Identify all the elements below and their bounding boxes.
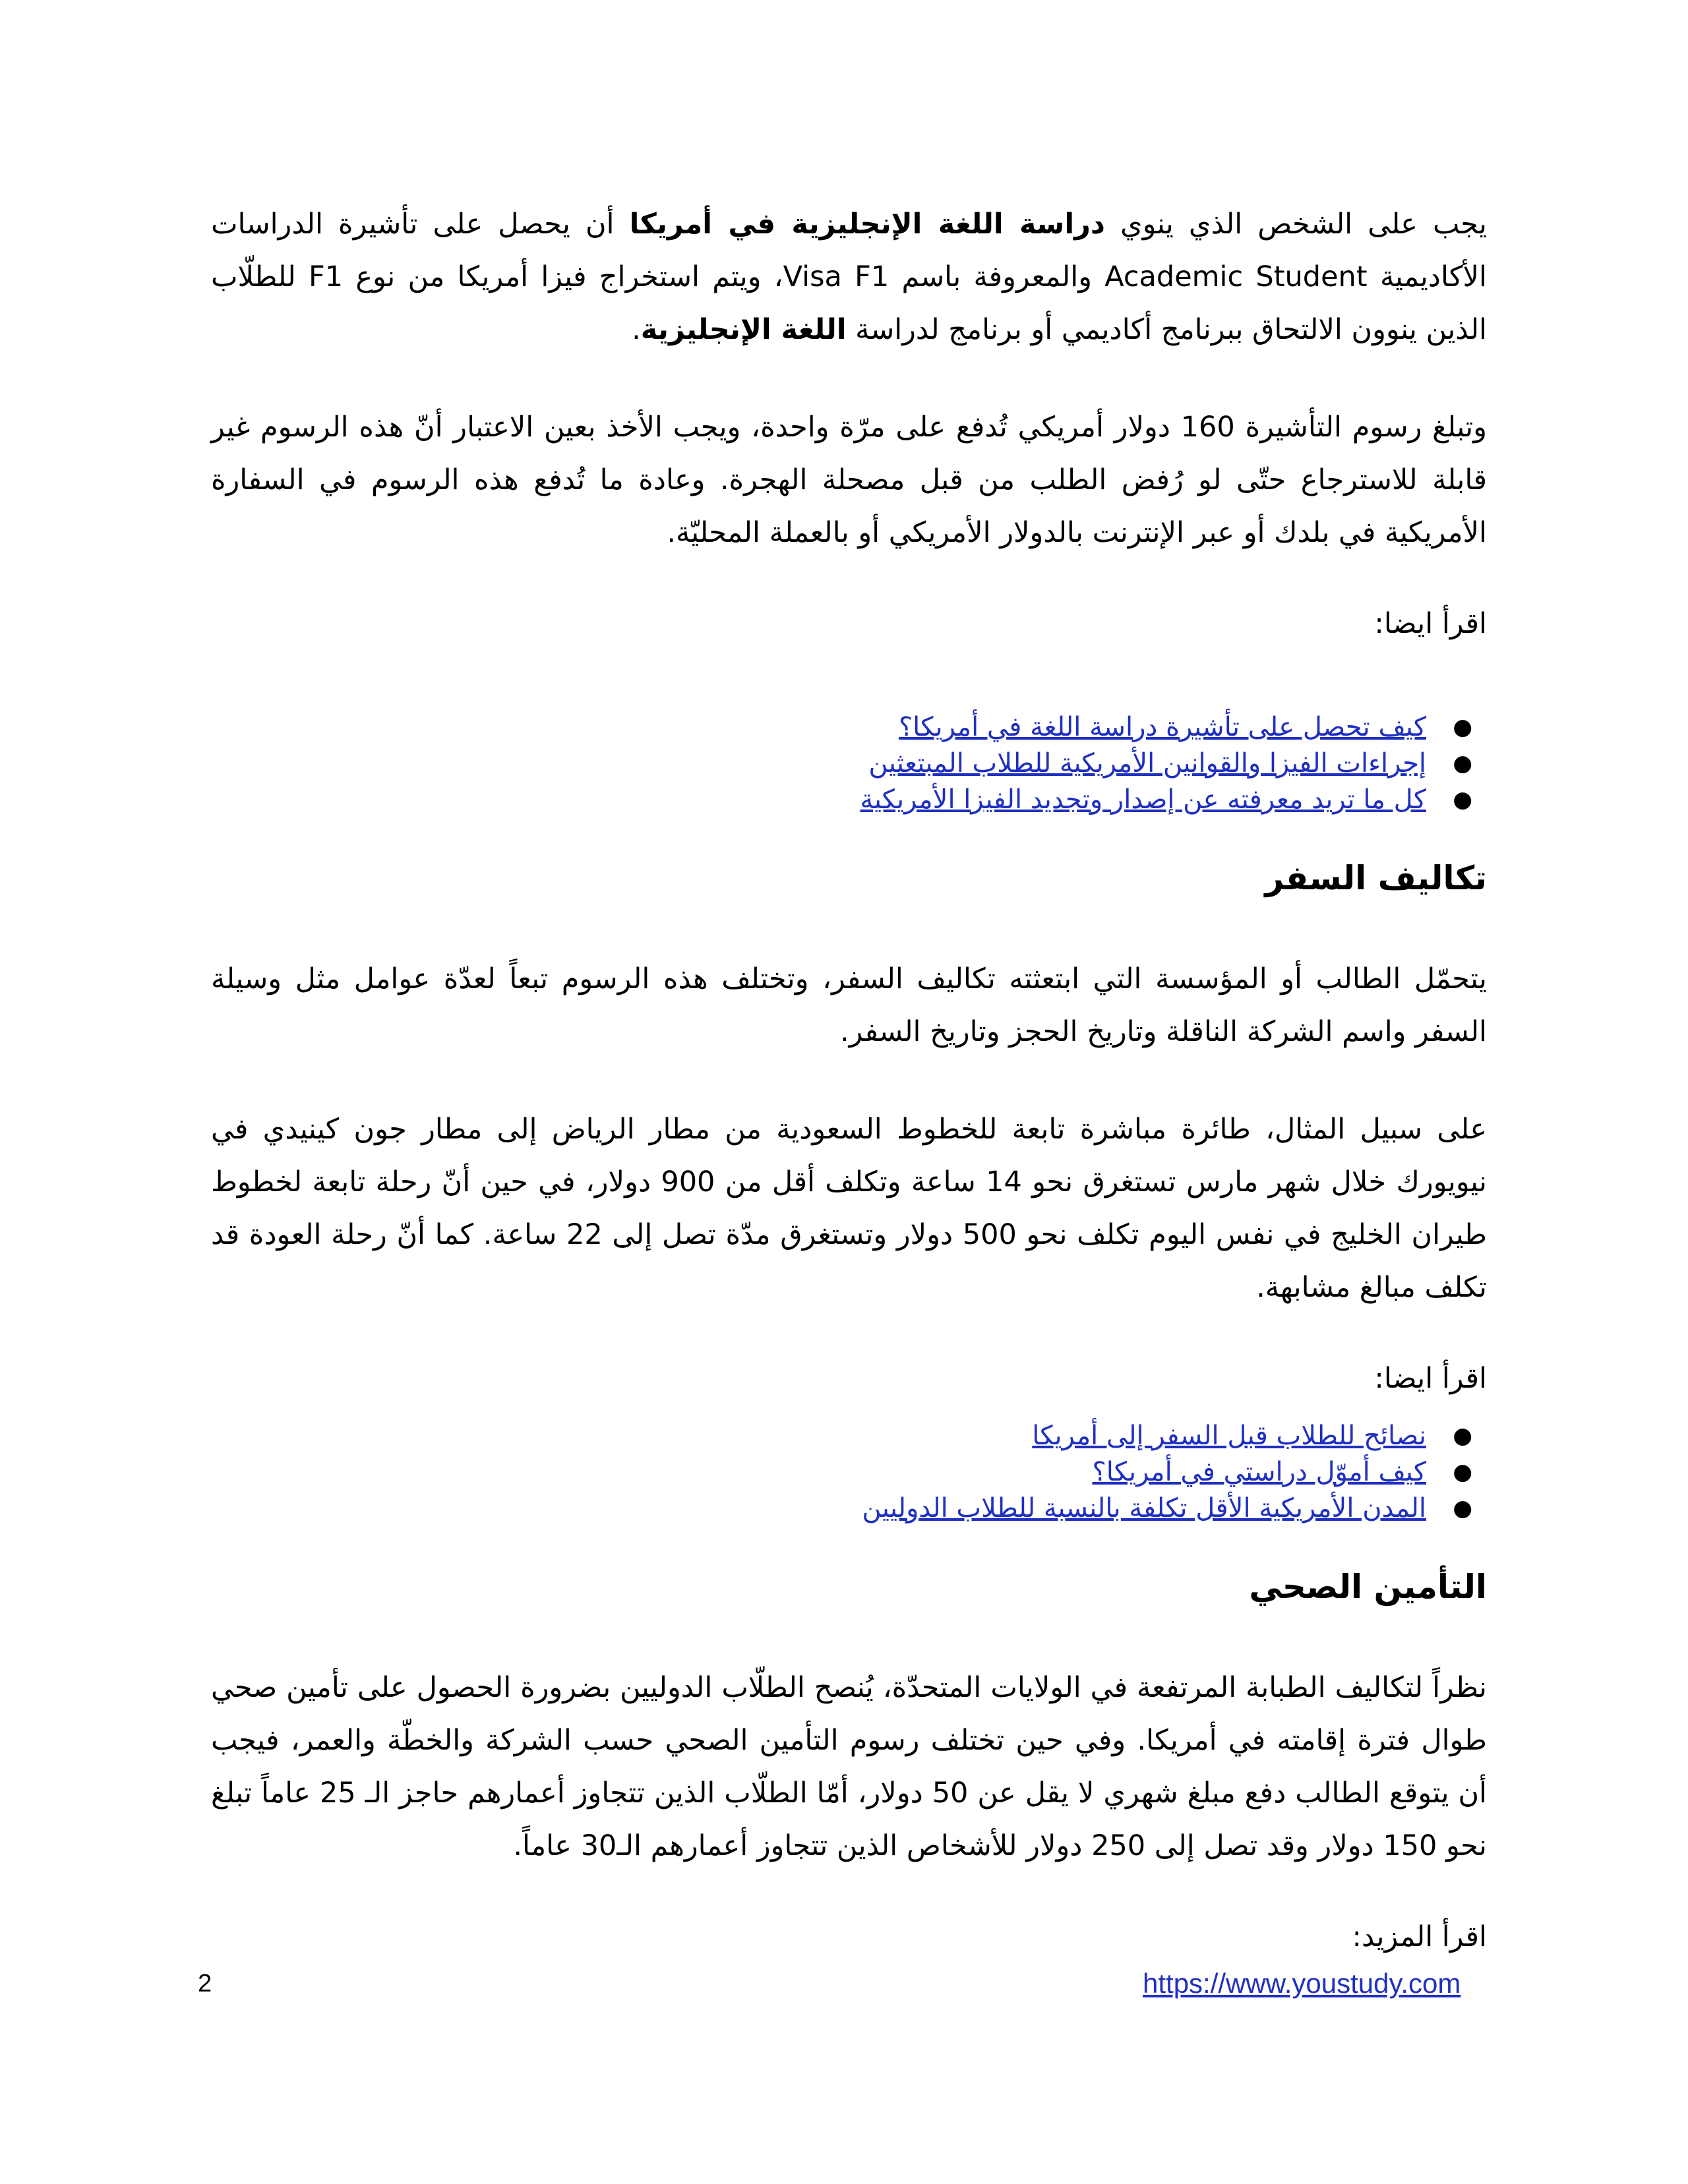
page-number: 2 [198, 1970, 212, 1997]
see-also-label: اقرأ ايضا: [1374, 1362, 1487, 1395]
list-item [211, 1454, 1487, 1490]
related-link[interactable]: إجراءات الفيزا والقوانين الأمريكية للطلاب المبتعثين [868, 748, 1426, 779]
text-run: أن يحصل على تأشيرة الدراسات الأكاديمية [211, 208, 1487, 293]
related-link[interactable]: كيف أموّل دراستي في أمريكا؟ [1092, 1457, 1426, 1487]
english-term: F1 [309, 260, 344, 293]
text-run: . [632, 313, 641, 346]
list-item [211, 746, 1487, 782]
list-item [211, 709, 1487, 746]
text-run: ، ويتم استخراج فيزا أمريكا من نوع [343, 260, 783, 293]
text-run: يجب على الشخص الذي ينوي [1104, 208, 1487, 241]
health-insurance-paragraph: نظراً لتكاليف الطبابة المرتفعة في الولايات المتحدّة، يُنصح الطلّاب الدوليين بضرورة الحصول على تأمين صحي طوال فترة إقامته في أمريكا. وفي حين تختلف رسوم التأمين الصحي حسب الشركة والخطّة والعمر، فيجب أن يتوقع الطالب دفع مبلغ شهري لا يقل عن 50 دولار، أمّا الطلّاب الذين تتجاوز أعمارهم حاجز الـ 25 عاماً تبلغ نحو 150 دولار وقد تصل إلى 250 دولار للأشخاص الذين تتجاوز أعمارهم الـ30 عاماً. [211, 1671, 1487, 1862]
related-link[interactable]: كيف تحصل على تأشيرة دراسة اللغة في أمريكا؟ [898, 712, 1426, 742]
list-item [211, 782, 1487, 818]
related-link[interactable]: كل ما تريد معرفته عن إصدار وتجديد الفيزا الأمريكية [860, 784, 1426, 815]
list-item [211, 1490, 1487, 1527]
read-more-label: اقرأ المزيد: [1352, 1920, 1487, 1953]
related-link[interactable]: نصائح للطلاب قبل السفر إلى أمريكا [1032, 1421, 1426, 1451]
page-content [211, 198, 1487, 2022]
list-item [211, 1418, 1487, 1454]
bullet-icon: ● [1453, 1459, 1472, 1485]
visa-paragraph [211, 198, 1487, 356]
bold-text: اللغة الإنجليزية [640, 313, 847, 346]
bullet-icon: ● [1453, 786, 1472, 813]
english-term: Visa F1 [783, 260, 889, 293]
related-links-list [211, 709, 1487, 818]
bullet-icon: ● [1453, 750, 1472, 777]
section-heading: التأمين الصحي [1249, 1568, 1487, 1606]
bullet-icon: ● [1453, 1423, 1472, 1449]
flight-example-paragraph: على سبيل المثال، طائرة مباشرة تابعة للخطوط السعودية من مطار الرياض إلى مطار جون كينيدي في نيويورك خلال شهر مارس تستغرق نحو 14 ساعة وتكلف أقل من 900 دولار، في حين أنّ رحلة تابعة لخطوط طيران الخليج في نفس اليوم تكلف نحو 500 دولار وتستغرق مدّة تصل إلى 22 ساعة. كما أنّ رحلة العودة قد تكلف مبالغ مشابهة. [211, 1113, 1487, 1304]
see-also-label: اقرأ ايضا: [1374, 607, 1487, 640]
bullet-icon: ● [1453, 714, 1472, 740]
bold-text: دراسة اللغة الإنجليزية في أمريكا [629, 208, 1105, 241]
related-link[interactable]: المدن الأمريكية الأقل تكلفة بالنسبة للطلاب الدوليين [862, 1493, 1426, 1523]
bullet-icon: ● [1453, 1495, 1472, 1521]
footer-link[interactable]: https://www.youstudy.com [1143, 1968, 1461, 1999]
related-links-list [211, 1418, 1487, 1527]
travel-costs-paragraph: يتحمّل الطالب أو المؤسسة التي ابتعثته تكاليف السفر، وتختلف هذه الرسوم تبعاً لعدّة عوامل مثل وسيلة السفر واسم الشركة الناقلة وتاريخ الحجز وتاريخ السفر. [211, 962, 1487, 1048]
section-heading: تكاليف السفر [1265, 859, 1487, 897]
visa-fees-paragraph: وتبلغ رسوم التأشيرة 160 دولار أمريكي تُدفع على مرّة واحدة، ويجب الأخذ بعين الاعتبار أنّ هذه الرسوم غير قابلة للاسترجاع حتّى لو رُفض الطلب من قبل مصحلة الهجرة. وعادة ما تُدفع هذه الرسوم في السفارة الأمريكية في بلدك أو عبر الإنترنت بالدولار الأمريكي أو بالعملة المحليّة. [211, 411, 1487, 549]
text-run: للطلّاب الذين ينوون الالتحاق ببرنامج أكاديمي أو برنامج لدراسة [211, 260, 1487, 346]
english-term: Academic Student [1104, 260, 1368, 293]
text-run: والمعروفة باسم [889, 260, 1105, 293]
